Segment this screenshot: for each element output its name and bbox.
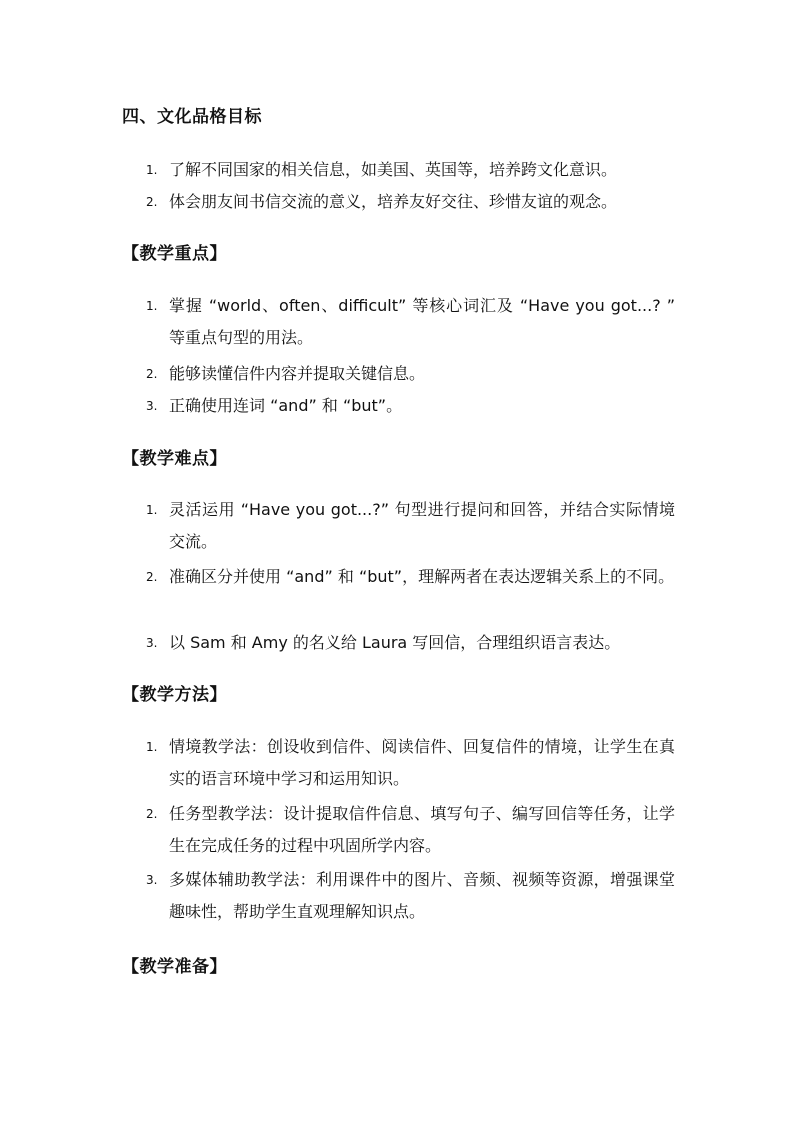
list-item-text: 能够读懂信件内容并提取关键信息。 xyxy=(169,364,426,383)
list-item-text: 掌握 “world、often、difficult” 等核心词汇及 “Have you got...? ” 等重点句型的用法。 xyxy=(169,296,675,347)
section-heading-difficulties: 【教学难点】 xyxy=(122,449,227,469)
list-item-number: 2. xyxy=(146,570,158,584)
list-item-number: 1. xyxy=(146,299,158,313)
list-item-text: 任务型教学法：设计提取信件信息、填写句子、编写回信等任务，让学生在完成任务的过程中巩固所学内容。 xyxy=(169,804,675,855)
section-heading-preparation: 【教学准备】 xyxy=(122,957,227,977)
list-item-text: 正确使用连词 “and” 和 “but”。 xyxy=(169,396,403,415)
section-heading-methods: 【教学方法】 xyxy=(122,685,227,705)
list-item-number: 3. xyxy=(146,636,158,650)
list-item-number: 1. xyxy=(146,503,158,517)
list-item-text: 准确区分并使用 “and” 和 “but”，理解两者在表达逻辑关系上的不同。 xyxy=(169,567,675,586)
section-heading-culture-goals: 四、文化品格目标 xyxy=(122,107,262,127)
list-item-text: 灵活运用 “Have you got...?” 句型进行提问和回答，并结合实际情境交流。 xyxy=(169,500,675,551)
list-item-text: 以 Sam 和 Amy 的名义给 Laura 写回信，合理组织语言表达。 xyxy=(169,633,621,652)
list-item-number: 2. xyxy=(146,807,158,821)
list-item-number: 1. xyxy=(146,163,158,177)
list-item-text: 多媒体辅助教学法：利用课件中的图片、音频、视频等资源，增强课堂趣味性，帮助学生直观理解知识点。 xyxy=(169,870,675,921)
list-item-number: 3. xyxy=(146,399,158,413)
section-heading-key-points: 【教学重点】 xyxy=(122,244,227,264)
list-item-number: 3. xyxy=(146,873,158,887)
list-item-number: 2. xyxy=(146,367,158,381)
list-item-number: 1. xyxy=(146,740,158,754)
list-item-text: 了解不同国家的相关信息，如美国、英国等，培养跨文化意识。 xyxy=(169,160,618,179)
list-item-number: 2. xyxy=(146,195,158,209)
list-item-text: 情境教学法：创设收到信件、阅读信件、回复信件的情境，让学生在真实的语言环境中学习和运用知识。 xyxy=(169,737,675,788)
list-item-text: 体会朋友间书信交流的意义，培养友好交往、珍惜友谊的观念。 xyxy=(169,192,618,211)
